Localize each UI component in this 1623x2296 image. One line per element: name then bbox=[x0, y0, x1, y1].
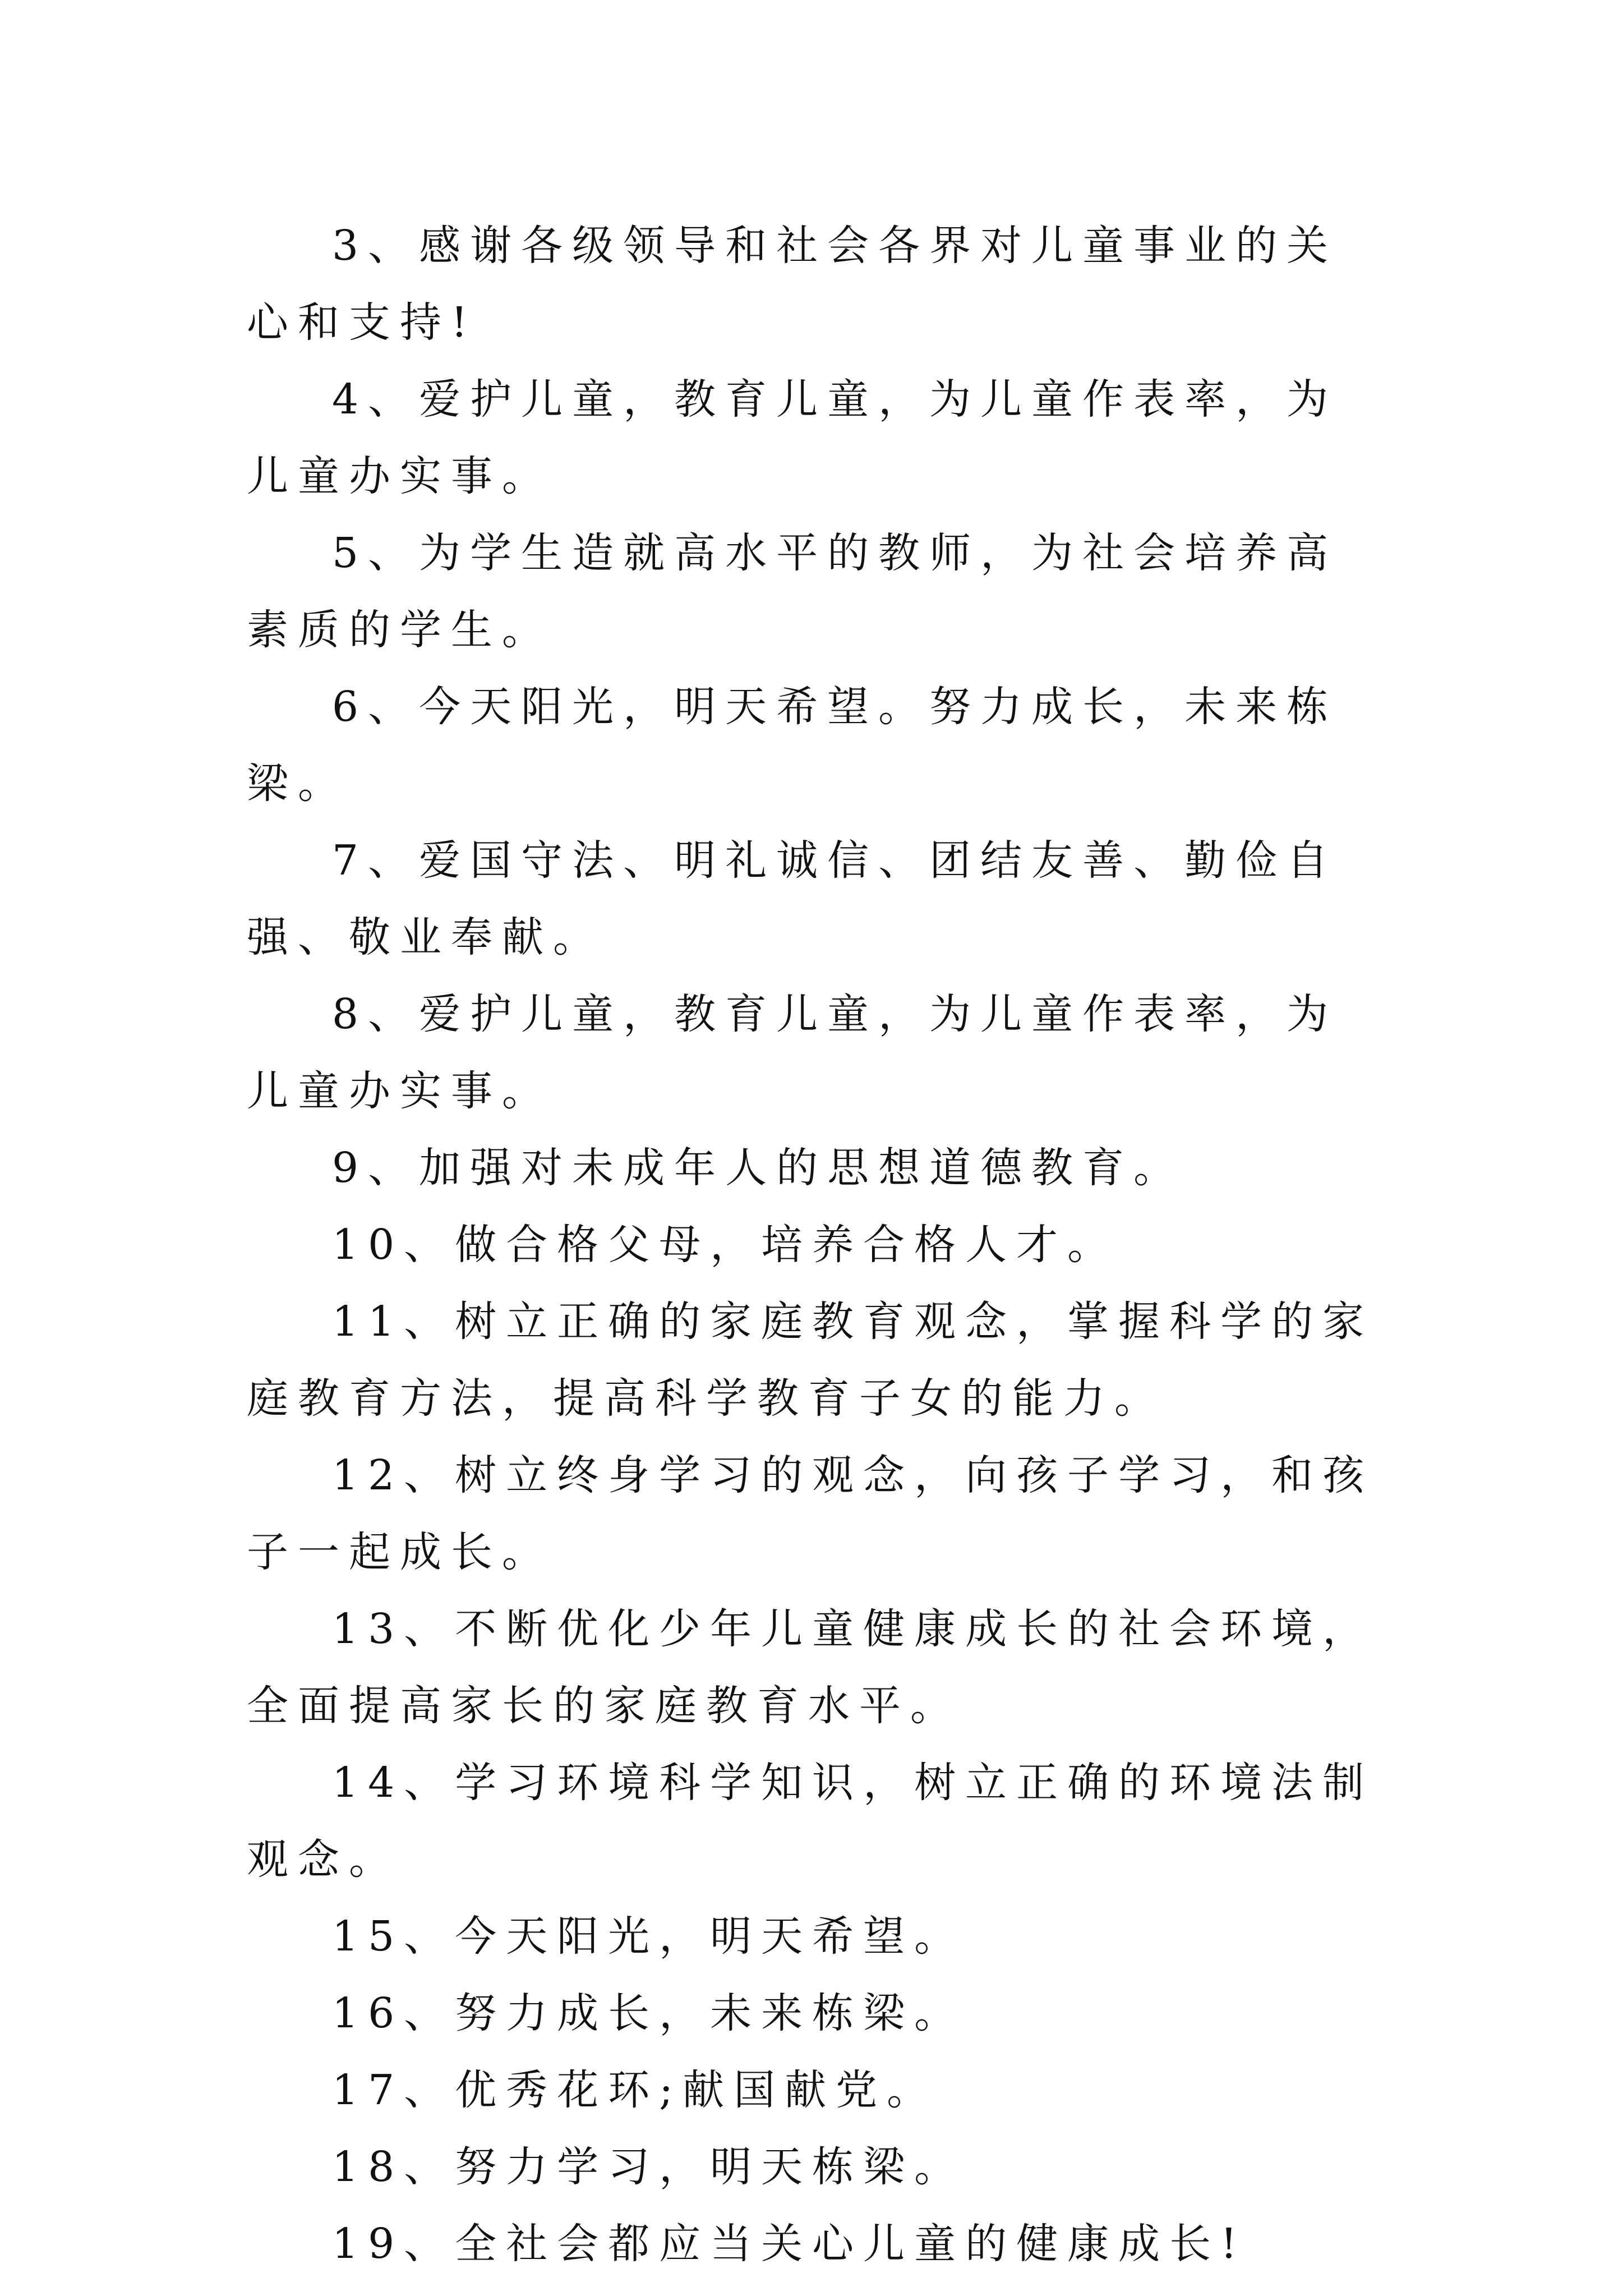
paragraph-5: 5、为学生造就高水平的教师，为社会培养高素质的学生。 bbox=[247, 529, 1338, 654]
paragraph-14: 14、学习环境科学知识，树立正确的环境法制观念。 bbox=[247, 1759, 1374, 1884]
paragraph-17: 17、优秀花环;献国献党。 bbox=[332, 2066, 938, 2114]
paragraph-19: 19、全社会都应当关心儿童的健康成长! bbox=[332, 2220, 1247, 2268]
paragraph-7: 7、爱国守法、明礼诚信、团结友善、勤俭自强、敬业奉献。 bbox=[247, 836, 1338, 961]
paragraph-12: 12、树立终身学习的观念，向孩子学习，和孩子一起成长。 bbox=[247, 1451, 1374, 1576]
paragraph-9: 9、加强对未成年人的思想道德教育。 bbox=[332, 1144, 1185, 1192]
paragraph-13: 13、不断优化少年儿童健康成长的社会环境，全面提高家长的家庭教育水平。 bbox=[247, 1605, 1374, 1730]
paragraph-3: 3、感谢各级领导和社会各界对儿童事业的关心和支持! bbox=[247, 222, 1338, 347]
paragraph-10: 10、做合格父母，培养合格人才。 bbox=[332, 1221, 1119, 1269]
paragraph-15: 15、今天阳光，明天希望。 bbox=[332, 1912, 966, 1961]
paragraph-8: 8、爱护儿童，教育儿童，为儿童作表率，为儿童办实事。 bbox=[247, 990, 1338, 1115]
paragraph-16: 16、努力成长，未来栋梁。 bbox=[332, 1989, 966, 2037]
paragraph-11: 11、树立正确的家庭教育观念，掌握科学的家庭教育方法，提高科学教育子女的能力。 bbox=[247, 1297, 1374, 1423]
document-body bbox=[247, 208, 1385, 2283]
paragraph-4: 4、爱护儿童，教育儿童，为儿童作表率，为儿童办实事。 bbox=[247, 375, 1338, 500]
paragraph-18: 18、努力学习，明天栋梁。 bbox=[332, 2143, 966, 2191]
paragraph-6: 6、今天阳光，明天希望。努力成长，未来栋梁。 bbox=[247, 683, 1338, 808]
